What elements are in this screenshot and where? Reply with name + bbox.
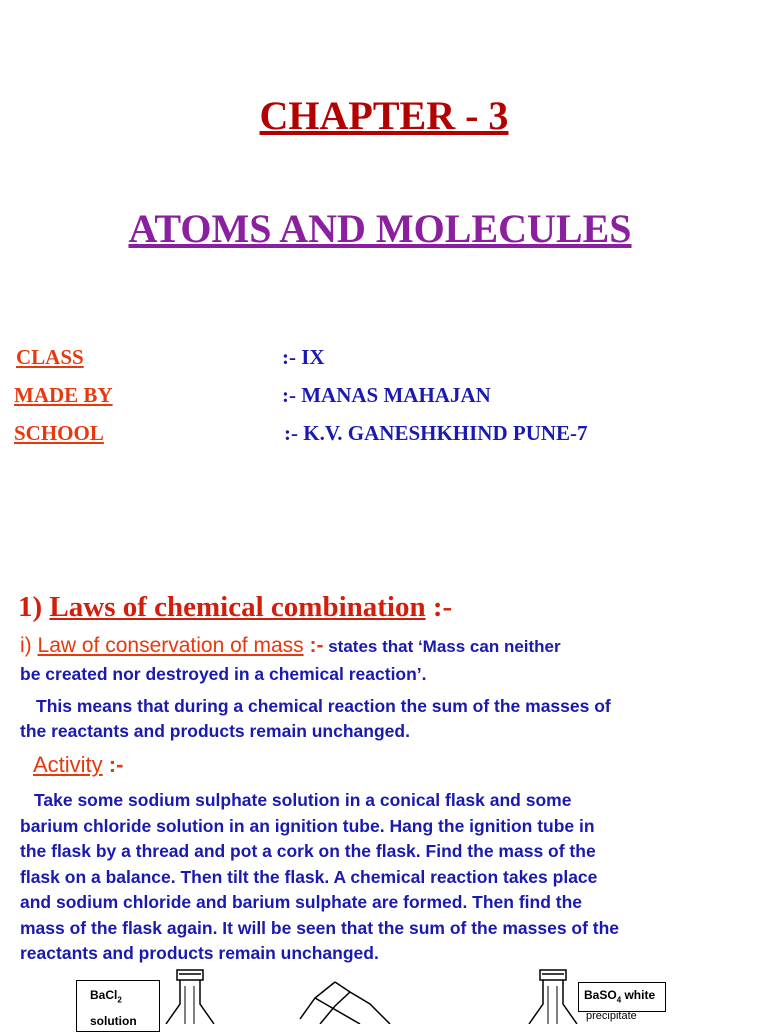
law-statement-end: be created nor destroyed in a chemical reaction’. <box>20 664 427 684</box>
section-heading-text: Laws of chemical combination <box>49 591 426 623</box>
section-heading-suffix: :- <box>425 591 453 623</box>
law-statement-start: states that ‘Mass can neither <box>323 637 561 656</box>
activity-line: mass of the flask again. It will be seen that the sum of the masses of the <box>20 917 620 938</box>
law-name: Law of conservation of mass <box>37 634 304 657</box>
tilted-flask-icon <box>300 982 390 1024</box>
law-heading-line <box>20 634 561 658</box>
chapter-heading: CHAPTER - 3 <box>259 93 509 138</box>
school-label: SCHOOL <box>14 421 104 445</box>
page-title: ATOMS AND MOLECULES <box>128 206 632 251</box>
meaning-line-1: This means that during a chemical reaction the sum of the masses of <box>36 696 611 716</box>
activity-line: barium chloride solution in an ignition tube. Hang the ignition tube in <box>20 815 595 836</box>
activity-line: and sodium chloride and barium sulphate are formed. Then find the <box>20 892 583 912</box>
precipitate-label: precipitate <box>586 1010 637 1022</box>
section-heading <box>18 591 452 624</box>
law-number: i) <box>20 634 32 657</box>
class-label: CLASS <box>16 345 84 369</box>
flask-diagram <box>160 964 620 1024</box>
law-sep: :- <box>303 634 324 657</box>
school-value: :- K.V. GANESHKHIND PUNE-7 <box>284 421 588 445</box>
activity-line: flask on a balance. Then tilt the flask. A chemical reaction takes place <box>20 866 598 887</box>
bacl2-label-box <box>76 980 160 1032</box>
activity-paragraph <box>20 788 760 967</box>
activity-suffix: :- <box>102 752 124 777</box>
activity-label: Activity <box>33 752 103 777</box>
meaning-line-2: the reactants and products remain unchanged. <box>20 721 410 741</box>
activity-line: Take some sodium sulphate solution in a conical flask and some <box>34 790 572 810</box>
section-number: 1) <box>18 591 43 623</box>
activity-line: reactants and products remain unchanged. <box>20 943 379 963</box>
baso4-label: BaSO$_4$ white <box>584 988 656 1005</box>
baso4-label-box <box>578 982 666 1012</box>
activity-line: the flask by a thread and pot a cork on the flask. Find the mass of the <box>20 841 596 861</box>
precipitate-flask-icon <box>529 970 577 1024</box>
bacl2-solution-label: solution <box>90 1014 137 1029</box>
class-value: :- IX <box>282 345 325 369</box>
bacl2-label: BaCl$_2$ <box>90 988 122 1005</box>
activity-heading <box>33 752 123 778</box>
made-by-value: :- MANAS MAHAJAN <box>282 383 491 407</box>
upright-flask-icon <box>166 970 214 1024</box>
made-by-label: MADE BY <box>14 383 113 407</box>
